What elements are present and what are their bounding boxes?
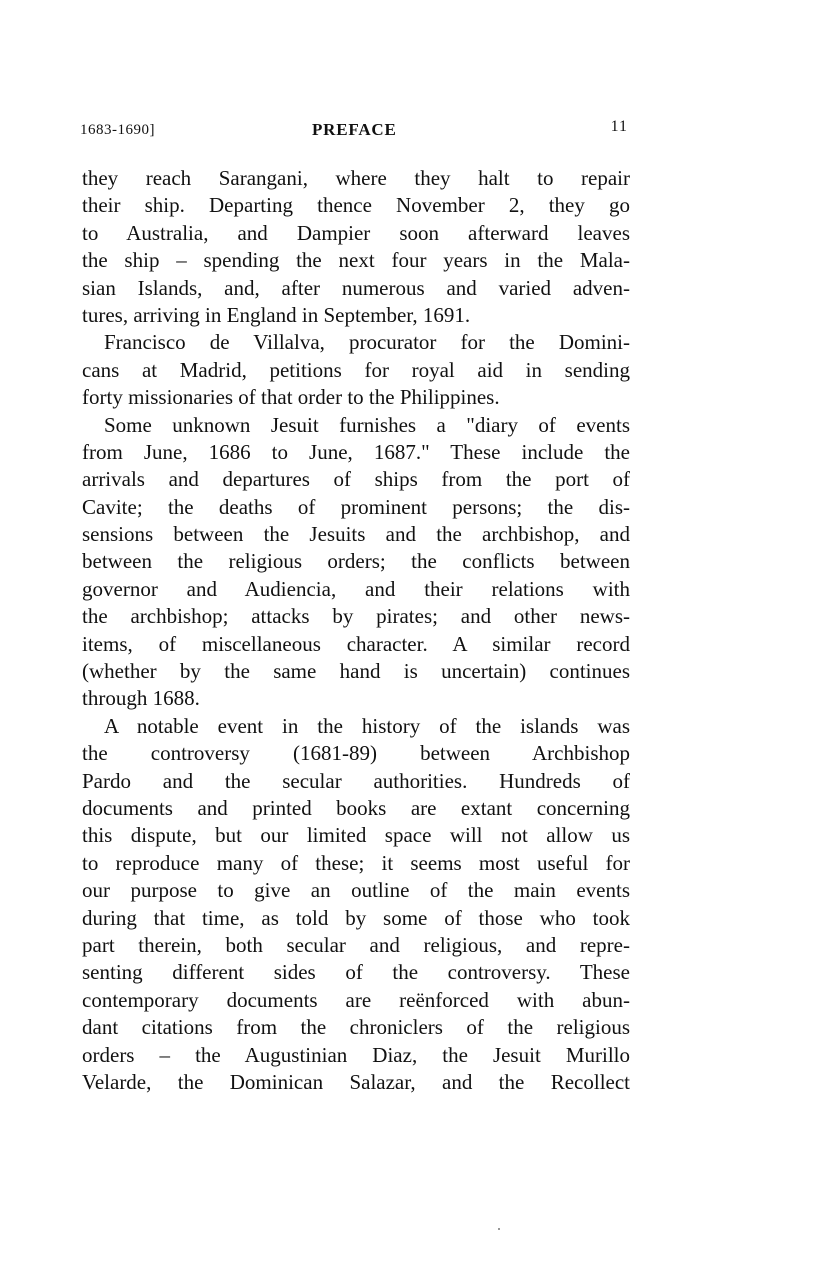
text-line: Cavite; the deaths of prominent persons; the dis- [82, 494, 630, 519]
text-line: the controversy (1681-89) between Archbishop [82, 741, 630, 766]
text-line: items, of miscellaneous character. A similar record [82, 631, 630, 656]
text-line: sian Islands, and, after numerous and varied adven- [82, 275, 630, 300]
text-line: to reproduce many of these; it seems most useful for [82, 850, 630, 875]
text-line: their ship. Departing thence November 2, they go [82, 193, 630, 218]
text-line: the archbishop; attacks by pirates; and other news- [82, 604, 630, 629]
text-line: to Australia, and Dampier soon afterward leaves [82, 220, 630, 245]
text-line: documents and printed books are extant concerning [82, 795, 630, 820]
text-line: through 1688. [82, 686, 200, 711]
text-line: they reach Sarangani, where they halt to repair [82, 166, 630, 190]
text-line: orders – the Augustinian Diaz, the Jesuit Murillo [82, 1042, 630, 1067]
text-line: arrivals and departures of ships from the port of [82, 467, 630, 492]
running-head-date-range: 1683-1690] [80, 122, 155, 138]
body-text [82, 165, 630, 1096]
text-line: part therein, both secular and religious, and repre- [82, 932, 630, 957]
text-line: during that time, as told by some of those who took [82, 905, 630, 930]
paper-speck [498, 1228, 500, 1230]
running-head-title: PREFACE [312, 120, 397, 139]
paragraph-start-line: Francisco de Villalva, procurator for the Domini- [104, 330, 630, 355]
text-line: this dispute, but our limited space will not allow us [82, 823, 630, 848]
text-line: sensions between the Jesuits and the archbishop, and [82, 522, 630, 547]
text-line: contemporary documents are reënforced with abun- [82, 987, 630, 1012]
paragraph-start-line: A notable event in the history of the islands was [104, 713, 630, 738]
text-line: governor and Audiencia, and their relations with [82, 576, 630, 601]
text-line: our purpose to give an outline of the main events [82, 878, 630, 903]
text-line: tures, arriving in England in September, 1691. [82, 302, 471, 327]
text-line: between the religious orders; the conflicts between [82, 549, 630, 574]
text-line: dant citations from the chroniclers of the religious [82, 1015, 630, 1040]
text-line: Velarde, the Dominican Salazar, and the Recollect [82, 1069, 630, 1094]
page-number: 11 [610, 118, 628, 135]
text-line: cans at Madrid, petitions for royal aid in sending [82, 357, 630, 382]
text-line: forty missionaries of that order to the Philippines. [82, 385, 500, 410]
text-line: senting different sides of the controversy. These [82, 960, 630, 985]
text-line: from June, 1686 to June, 1687." These include the [82, 439, 630, 464]
paragraph-start-line: Some unknown Jesuit furnishes a "diary of events [104, 412, 630, 437]
running-head [80, 118, 628, 146]
text-line: Pardo and the secular authorities. Hundreds of [82, 768, 630, 793]
text-line: (whether by the same hand is uncertain) continues [82, 659, 630, 684]
text-line: the ship – spending the next four years in the Mala- [82, 248, 630, 273]
